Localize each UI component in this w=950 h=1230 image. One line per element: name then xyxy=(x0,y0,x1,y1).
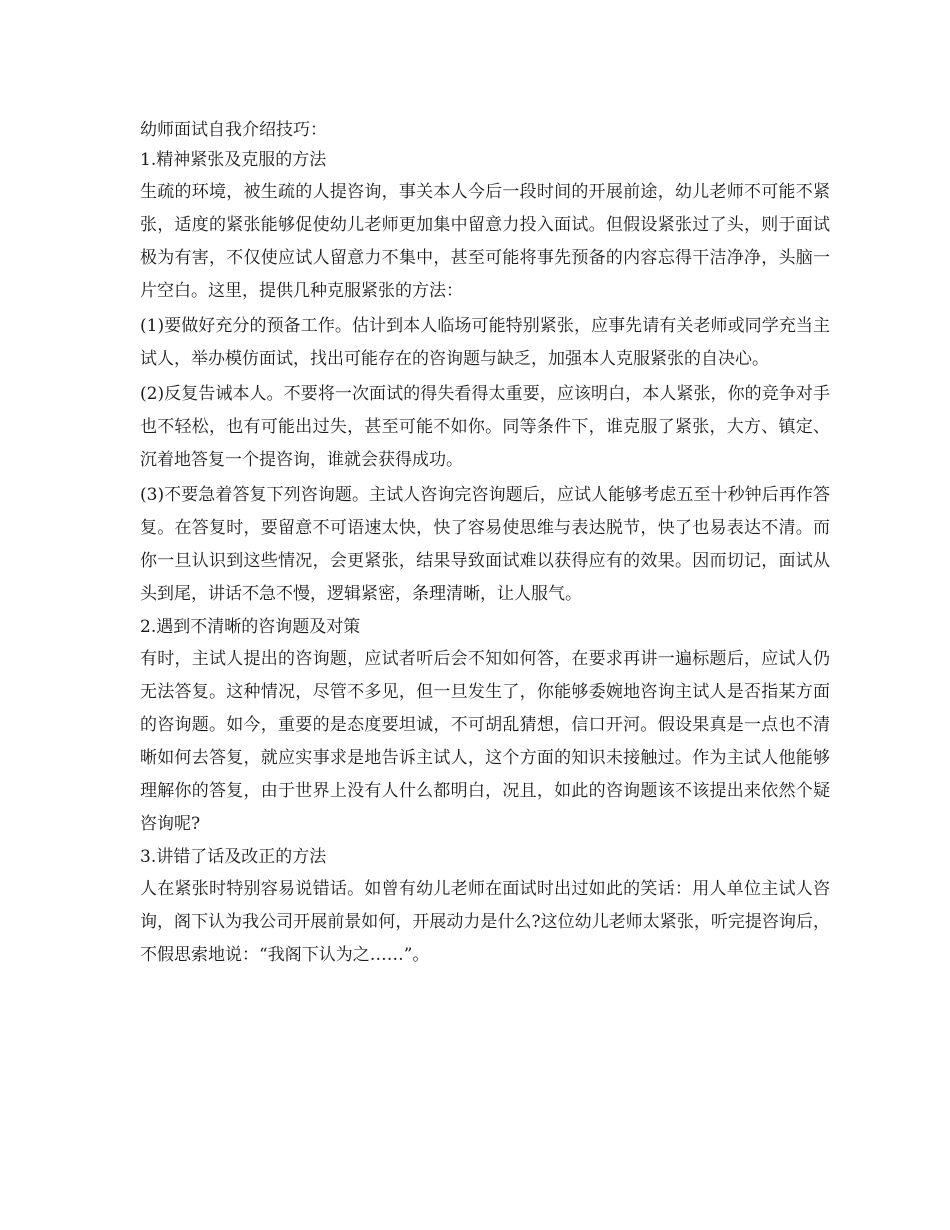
section-heading: 1.精神紧张及克服的方法 xyxy=(140,150,327,170)
section-1 xyxy=(140,146,830,611)
section-3 xyxy=(140,843,830,972)
section-heading: 3.讲错了话及改正的方法 xyxy=(140,847,327,867)
section-2 xyxy=(140,613,830,841)
document-title: 幼师面试自我介绍技巧： xyxy=(140,120,327,140)
paragraph: 人在紧张时特别容易说错话。如曾有幼儿老师在面试时出过如此的笑话：用人单位主试人咨询，阁下认为我公司开展前景如何，开展动力是什么?这位幼儿老师太紧张，听完提咨询后，不假思索地说：“我阁下认为之……”。 xyxy=(140,879,830,965)
paragraph: (2)反复告诫本人。不要将一次面试的得失看得太重要，应该明白，本人紧张，你的竞争对手也不轻松，也有可能出过失，甚至可能不如你。同等条件下，谁克服了紧张，大方、镇定、沉着地答复一个提咨询，谁就会获得成功。 xyxy=(140,384,830,470)
paragraph: 有时，主试人提出的咨询题，应试者听后会不知如何答，在要求再讲一遍标题后，应试人仍无法答复。这种情况，尽管不多见，但一旦发生了，你能够委婉地咨询主试人是否指某方面的咨询题。如今，重要的是态度要坦诚，不可胡乱猜想，信口开河。假设果真是一点也不清晰如何去答复，就应实事求是地告诉主试人，这个方面的知识未接触过。作为主试人他能够理解你的答复，由于世界上没有人什么都明白，况且，如此的咨询题该不该提出来依然个疑咨询呢? xyxy=(140,649,830,834)
paragraph: (3)不要急着答复下列咨询题。主试人咨询完咨询题后，应试人能够考虑五至十秒钟后再作答复。在答复时，要留意不可语速太快，快了容易使思维与表达脱节，快了也易表达不清。而你一旦认识到这些情况，会更紧张，结果导致面试难以获得应有的效果。因而切记，面试从头到尾，讲话不急不慢，逻辑紧密，条理清晰，让人服气。 xyxy=(140,485,830,604)
section-heading: 2.遇到不清晰的咨询题及对策 xyxy=(140,617,361,637)
paragraph: 生疏的环境，被生疏的人提咨询，事关本人今后一段时间的开展前途，幼儿老师不可能不紧张，适度的紧张能够促使幼儿老师更加集中留意力投入面试。但假设紧张过了头，则于面试极为有害，不仅使应试人留意力不集中，甚至可能将事先预备的内容忘得干洁净净，头脑一片空白。这里，提供几种克服紧张的方法： xyxy=(140,182,830,301)
document-page xyxy=(140,116,830,974)
paragraph: (1)要做好充分的预备工作。估计到本人临场可能特别紧张，应事先请有关老师或同学充当主试人，举办模仿面试，找出可能存在的咨询题与缺乏，加强本人克服紧张的自决心。 xyxy=(140,316,830,369)
